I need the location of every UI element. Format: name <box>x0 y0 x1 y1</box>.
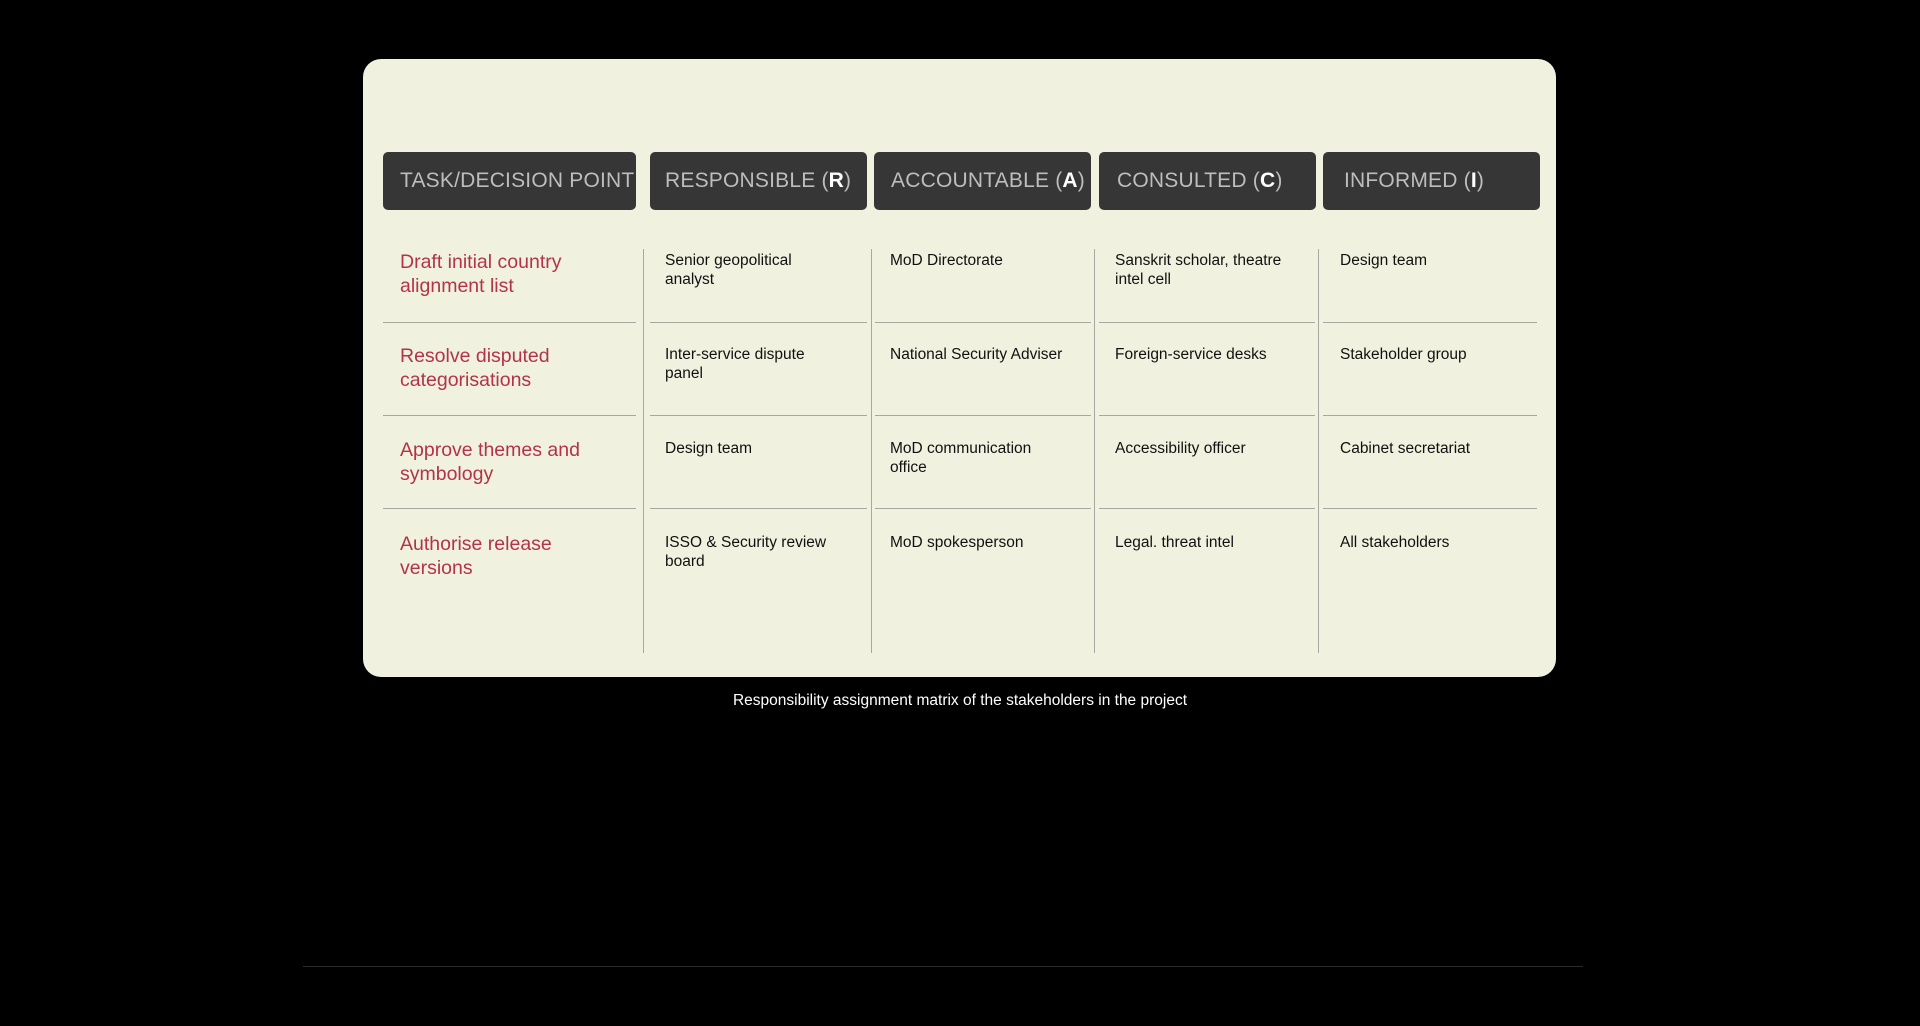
table-row-task: Authorise release versions <box>400 533 552 579</box>
figure-caption <box>0 692 1920 710</box>
header-responsible-letter: R <box>828 169 845 192</box>
row-divider <box>650 415 867 416</box>
row-divider <box>1099 415 1315 416</box>
table-cell-consulted: Foreign-service desks <box>1115 346 1267 363</box>
table-cell-consulted: Accessibility officer <box>1115 440 1246 457</box>
header-responsible-close: ) <box>844 169 852 192</box>
row-divider <box>1099 508 1315 509</box>
row-divider <box>875 415 1091 416</box>
table-cell-responsible: Inter-service dispute panel <box>665 346 805 382</box>
bottom-divider <box>303 966 1583 967</box>
table-cell-accountable: MoD communication office <box>890 440 1032 476</box>
header-consulted-text: CONSULTED ( <box>1117 169 1260 192</box>
table-cell-consulted: Legal. threat intel <box>1115 534 1234 551</box>
header-task-decision-point <box>383 152 636 210</box>
header-responsible <box>650 152 867 210</box>
header-informed-text: INFORMED ( <box>1344 169 1471 192</box>
header-informed-close: ) <box>1476 169 1485 192</box>
row-divider <box>383 415 636 416</box>
column-divider <box>643 249 644 653</box>
table-cell-responsible: ISSO & Security review board <box>665 534 827 570</box>
table-cell-accountable: MoD Directorate <box>890 252 1003 269</box>
row-divider <box>1323 508 1537 509</box>
header-consulted-close: ) <box>1275 169 1283 192</box>
header-consulted <box>1099 152 1316 210</box>
header-accountable-letter: A <box>1062 169 1078 192</box>
row-divider <box>1323 415 1537 416</box>
column-divider <box>1094 249 1095 653</box>
header-consulted-letter: C <box>1260 169 1276 192</box>
row-divider <box>383 322 636 323</box>
row-divider <box>650 322 867 323</box>
row-divider <box>650 508 867 509</box>
table-cell-informed: Design team <box>1340 252 1428 269</box>
row-divider <box>1099 322 1315 323</box>
column-divider <box>871 249 872 653</box>
table-cell-accountable: MoD spokesperson <box>890 534 1024 551</box>
header-informed-letter: I <box>1470 169 1477 192</box>
table-cell-responsible: Design team <box>665 440 753 457</box>
table-row-task: Resolve disputed categorisations <box>400 345 550 391</box>
table-row-task: Draft initial country alignment list <box>400 251 562 297</box>
header-accountable-text: ACCOUNTABLE ( <box>891 169 1063 192</box>
header-task-label: TASK/DECISION POINT <box>400 169 635 192</box>
header-accountable-close: ) <box>1077 169 1085 192</box>
table-cell-informed: Stakeholder group <box>1340 346 1467 363</box>
table-row-task: Approve themes and symbology <box>400 439 580 485</box>
table-cell-consulted: Sanskrit scholar, theatre intel cell <box>1115 252 1282 288</box>
row-divider <box>1323 322 1537 323</box>
table-cell-informed: All stakeholders <box>1340 534 1450 551</box>
header-responsible-text: RESPONSIBLE ( <box>665 169 829 192</box>
table-cell-informed: Cabinet secretariat <box>1340 440 1471 457</box>
header-accountable <box>874 152 1091 210</box>
table-cell-responsible: Senior geopolitical analyst <box>665 252 792 288</box>
table-cell-accountable: National Security Adviser <box>890 346 1063 363</box>
column-divider <box>1318 249 1319 653</box>
raci-matrix-card <box>363 59 1556 677</box>
figure-caption-text: Responsibility assignment matrix of the stakeholders in the project <box>732 692 1188 709</box>
row-divider <box>875 508 1091 509</box>
row-divider <box>383 508 636 509</box>
row-divider <box>875 322 1091 323</box>
header-informed <box>1323 152 1540 210</box>
